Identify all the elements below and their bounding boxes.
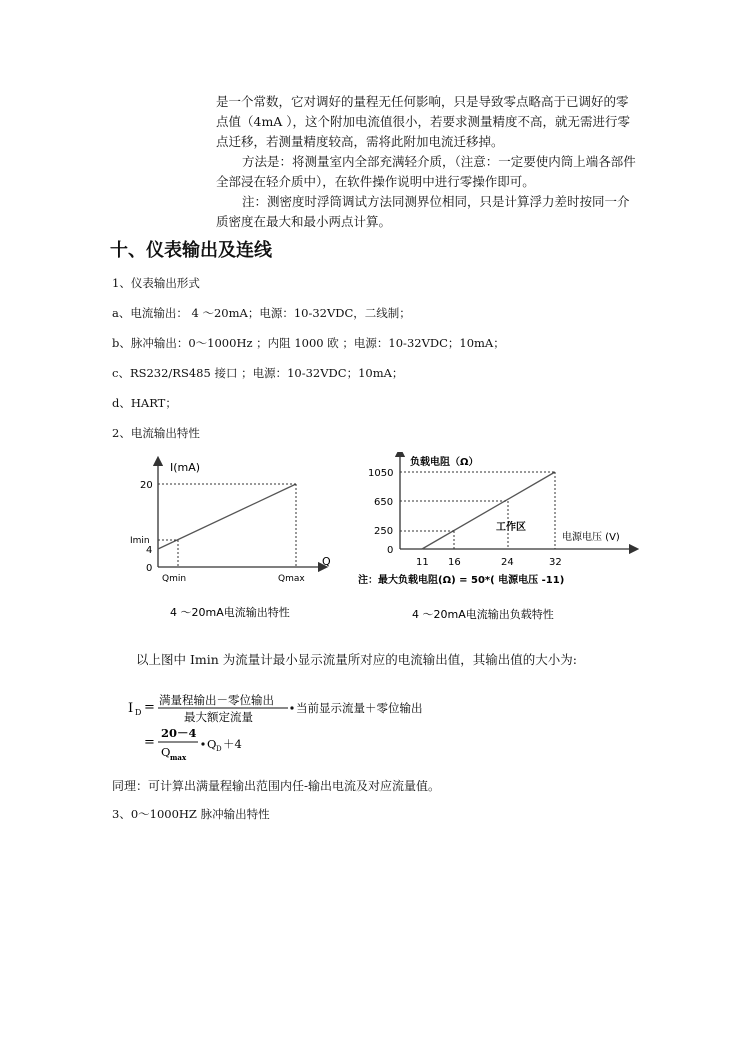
x-axis-label: 电源电压 (V) <box>562 532 620 543</box>
y-tick-4: 4 <box>146 545 153 556</box>
formula-denominator-2-sub: max <box>170 753 187 762</box>
paragraph-method: 方法是：将测量室内全部充满轻介质，（注意：一定要使内筒上端各部件全部浸在轻介质中），在软件操作说明中进行零操作即可。 <box>216 154 636 189</box>
y-axis-label: I(mA) <box>170 461 201 474</box>
load-line <box>422 472 555 549</box>
load-characteristic-chart <box>352 452 642 632</box>
section-title: 十、仪表输出及连线 <box>110 240 272 261</box>
x-tick-16: 16 <box>448 557 461 568</box>
formula-tail-2-sub: D <box>216 745 222 753</box>
load-note: 注：最大负载电阻(Ω) = 50*( 电源电压 -11) <box>358 575 565 586</box>
formula-lhs-sub: D <box>135 708 142 717</box>
similarly-text: 同理：可计算出满量程输出范围内任-输出电流及对应流量值。 <box>112 779 441 793</box>
current-output-line: a、电流输出： 4 ～20mA；电源：10-32VDC，二线制； <box>112 306 411 320</box>
current-formula <box>124 690 484 770</box>
pulse-output-line: b、脉冲输出：0～1000Hz ；内阻 1000 欧 ；电源：10-32VDC；10mA； <box>112 336 505 350</box>
current-output-chart <box>118 455 348 635</box>
rs232-output-line: c、RS232/RS485 接口 ；电源：10-32VDC；10mA； <box>112 366 404 380</box>
formula-numerator-1: 满量程输出－零位输出 <box>159 693 274 707</box>
current-characteristic-title: 2、电流输出特性 <box>112 426 200 440</box>
paragraph-zero-offset: 是一个常数，它对调好的量程无任何影响，只是导致零点略高于已调好的零点值（4mA ），这个附加电流值很小，若要求测量精度不高，就无需进行零点迁移，若测量精度较高，需将此附加电流迁移掉。 <box>216 94 631 149</box>
hart-output-line: d、HART； <box>112 396 177 410</box>
x-tick-11: 11 <box>416 557 429 568</box>
formula-tail-1: 当前显示流量＋零位输出 <box>296 701 423 715</box>
y-axis-label: 负载电阻（Ω） <box>410 457 479 468</box>
formula-eq-1: = <box>144 700 155 715</box>
imin-explanation: 以上图中 Imin 为流量计最小显示流量所对应的电流输出值，其输出值的大小为: <box>136 652 577 667</box>
region-label: 工作区 <box>496 522 526 533</box>
formula-denominator-1: 最大额定流量 <box>184 710 253 724</box>
y-tick-imin: Imin <box>130 536 150 546</box>
y-tick-0: 0 <box>146 563 153 574</box>
y-tick-1050: 1050 <box>368 468 394 479</box>
multiply-dot-1 <box>290 706 293 709</box>
pulse-characteristic-title: 3、0～1000HZ 脉冲输出特性 <box>112 807 270 821</box>
formula-tail-2-end: ＋4 <box>223 737 242 751</box>
current-line <box>158 484 296 549</box>
x-tick-24: 24 <box>501 557 514 568</box>
chart2-caption: 4 ～20mA电流输出负载特性 <box>412 608 554 621</box>
formula-denominator-2: Q <box>161 745 171 759</box>
x-tick-32: 32 <box>549 557 562 568</box>
chart1-caption: 4 ～20mA电流输出特性 <box>170 606 290 619</box>
formula-numerator-2: 20－4 <box>161 726 197 740</box>
output-form-title: 1、仪表输出形式 <box>112 276 200 290</box>
x-tick-qmin: Qmin <box>162 574 187 584</box>
multiply-dot-2 <box>201 742 204 745</box>
formula-eq-2: = <box>144 735 155 750</box>
formula-lhs: I <box>128 701 134 716</box>
y-tick-250: 250 <box>374 526 394 537</box>
y-tick-20: 20 <box>140 480 153 491</box>
y-tick-0: 0 <box>387 545 394 556</box>
formula-tail-2: Q <box>207 737 217 751</box>
x-axis-label: Q <box>322 555 331 568</box>
x-tick-qmax: Qmax <box>278 574 305 584</box>
y-tick-650: 650 <box>374 497 394 508</box>
paragraph-density-note: 注：测密度时浮筒调试方法同测界位相同，只是计算浮力差时按同一介质密度在最大和最小两点计算。 <box>216 194 630 229</box>
